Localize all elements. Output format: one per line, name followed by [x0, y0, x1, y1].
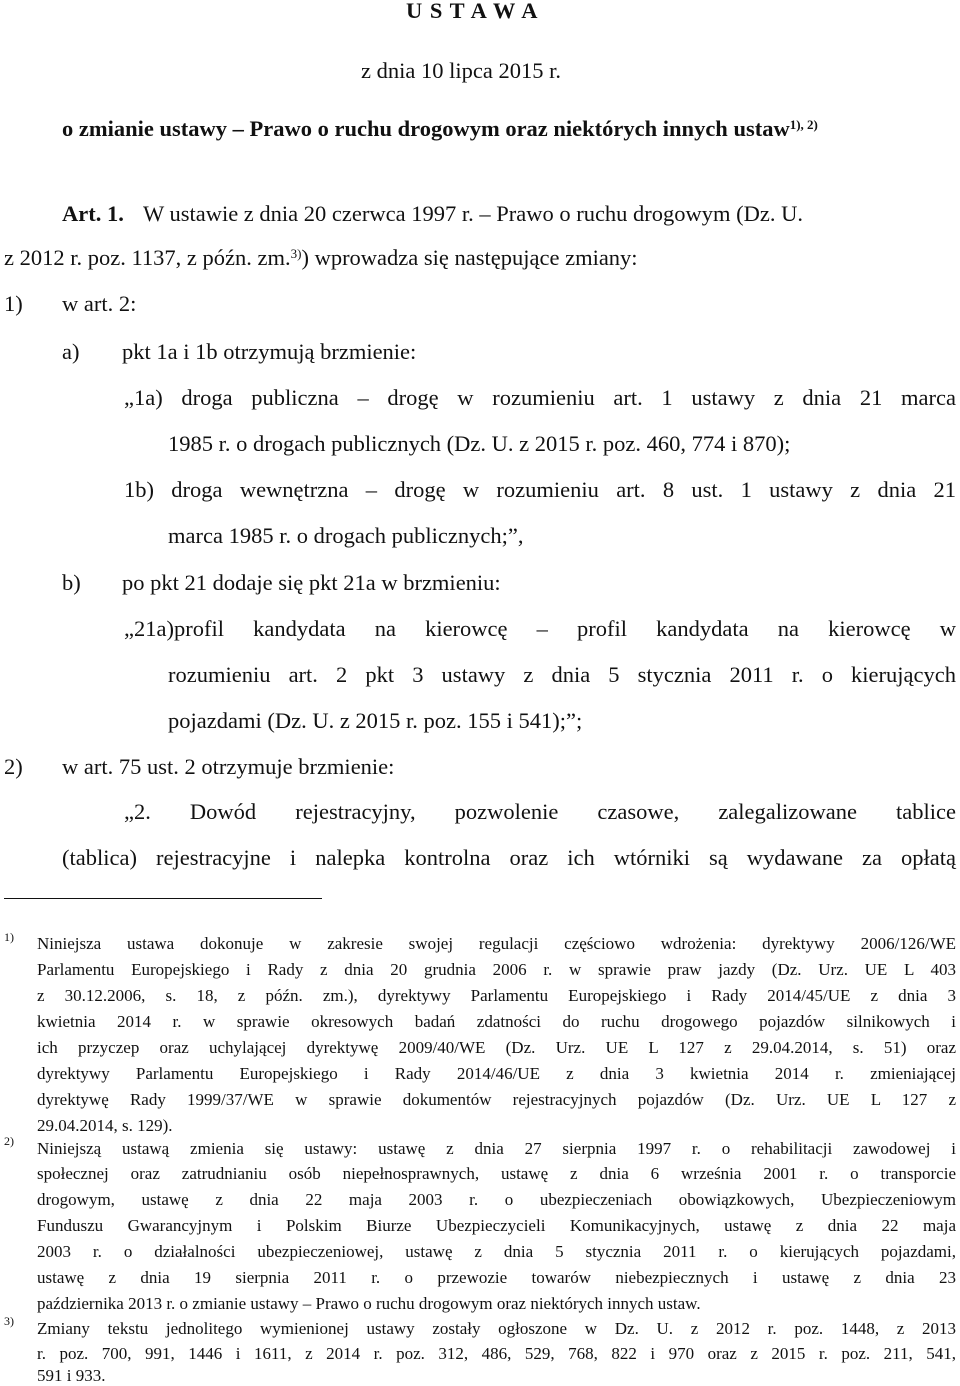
- footnote-1-line: dyrektywę Rady 1999/37/WE w sprawie dokumentów rejestracyjnych pojazdów (Dz. Urz. UE L 127 z: [37, 1090, 956, 1109]
- definition-1a-line-2: 1985 r. o drogach publicznych (Dz. U. z 2015 r. poz. 460, 774 i 870);: [168, 431, 791, 456]
- definition-21a-line-1: „21a)profil kandydata na kierowcę – profil kandydata na kierowcę w: [124, 616, 956, 641]
- footnote-1-line: kwietnia 2014 r. w sprawie okresowych badań zdatności do ruchu drogowego pojazdów silnikowych i: [37, 1012, 956, 1031]
- footnote-2-line: 2003 r. o działalności ubezpieczeniowej, ustawę z dnia 5 stycznia 2011 r. o kierujących pojazdami,: [37, 1242, 956, 1261]
- article-intro-text-2a: z 2012 r. poz. 1137, z późn. zm.: [4, 245, 291, 270]
- intro-footnote-ref: 3): [290, 246, 302, 261]
- definition-1b-line-2: marca 1985 r. o drogach publicznych;”,: [168, 523, 524, 548]
- definition-21a-line-2: rozumieniu art. 2 pkt 3 ustawy z dnia 5 stycznia 2011 r. o kierujących: [168, 662, 956, 687]
- definition-1b-line-1: 1b) droga wewnętrzna – drogę w rozumieniu art. 8 ust. 1 ustawy z dnia 21: [124, 477, 956, 502]
- footnote-2-line: października 2013 r. o zmianie ustawy – Prawo o ruchu drogowym oraz niektórych innych ustaw.: [37, 1294, 701, 1313]
- quote-line-2: (tablica) rejestracyjne i nalepka kontrolna oraz ich wtórniki są wydawane za opłatą: [62, 845, 956, 870]
- item-a-number: a): [62, 339, 80, 364]
- item-b-number: b): [62, 570, 81, 595]
- definition-1a-line-1: „1a) droga publiczna – drogę w rozumieniu art. 1 ustawy z dnia 21 marca: [124, 385, 956, 410]
- footnote-2-line: Funduszu Gwarancyjnym i Polskim Biurze Ubezpieczycieli Komunikacyjnych, ustawę z dnia 22 maja: [37, 1216, 956, 1235]
- footnote-1-line: Niniejsza ustawa dokonuje w zakresie swojej regulacji częściowo wdrożenia: dyrektywy 2006/126/WE: [37, 934, 956, 953]
- item-2-text: w art. 75 ust. 2 otrzymuje brzmienie:: [62, 754, 395, 779]
- footnote-1-line: Parlamentu Europejskiego i Rady z dnia 20 grudnia 2006 r. w sprawie praw jazdy (Dz. Urz. UE L 403: [37, 960, 956, 979]
- footnote-1-line: z 30.12.2006, s. 18, z późn. zm.), dyrektywy Parlamentu Europejskiego i Rady 2014/45/UE z dnia 3: [37, 986, 956, 1005]
- footnote-3-line: 591 i 933.: [37, 1366, 106, 1385]
- document-date: z dnia 10 lipca 2015 r.: [361, 58, 561, 83]
- document-title: U S T A W A: [406, 0, 539, 23]
- footnote-2-line: drogowym, ustawę z dnia 22 maja 2003 r. o ubezpieczeniach obowiązkowych, Ubezpieczeniowym: [37, 1190, 956, 1209]
- footnote-3-mark: 3): [4, 1314, 14, 1328]
- subject-text: o zmianie ustawy – Prawo o ruchu drogowym oraz niektórych innych ustaw: [62, 116, 790, 141]
- subject-footnote-ref: 1), 2): [789, 117, 818, 132]
- footnote-3-line: Zmiany tekstu jednolitego wymienionej ustawy zostały ogłoszone w Dz. U. z 2012 r. poz. 1448, z 2013: [37, 1319, 956, 1338]
- footnote-1-line: ich przyczep oraz uchylającej dyrektywę 2009/40/WE (Dz. Urz. UE L 127 z 29.04.2014, s. 51) oraz: [37, 1038, 956, 1057]
- item-1-text: w art. 2:: [62, 291, 137, 316]
- footnote-2-line: ustawę z dnia 19 sierpnia 2011 r. o przewozie towarów niebezpiecznych i ustawę z dnia 23: [37, 1268, 956, 1287]
- footnote-1-mark: 1): [4, 930, 14, 944]
- item-2-number: 2): [4, 754, 23, 779]
- article-intro-text-1: W ustawie z dnia 20 czerwca 1997 r. – Prawo o ruchu drogowym (Dz. U.: [143, 201, 804, 226]
- article-intro-line-1: [62, 201, 955, 227]
- footnote-1-line: dyrektywy Parlamentu Europejskiego i Rady 2014/46/UE z dnia 3 kwietnia 2014 r. zmieniającej: [37, 1064, 956, 1083]
- footnote-separator: [4, 898, 322, 899]
- article-label: Art. 1.: [62, 201, 124, 226]
- quote-line-1: „2. Dowód rejestracyjny, pozwolenie czasowe, zalegalizowane tablice: [124, 799, 956, 824]
- article-intro-line-2: [4, 245, 638, 271]
- footnote-2-line: Niniejszą ustawą zmienia się ustawy: ustawę z dnia 27 sierpnia 1997 r. o rehabilitacji zawodowej i: [37, 1139, 956, 1158]
- footnote-3-line: r. poz. 700, 991, 1446 i 1611, z 2014 r. poz. 312, 486, 529, 768, 822 i 970 oraz z 2015 r. poz. 211, 541,: [37, 1344, 956, 1363]
- footnote-1-line: 29.04.2014, s. 129).: [37, 1116, 173, 1135]
- document-subject: [62, 116, 818, 142]
- footnote-2-mark: 2): [4, 1134, 14, 1148]
- definition-21a-line-3: pojazdami (Dz. U. z 2015 r. poz. 155 i 541);”;: [168, 708, 583, 733]
- article-intro-text-2b: ) wprowadza się następujące zmiany:: [301, 245, 638, 270]
- item-b-text: po pkt 21 dodaje się pkt 21a w brzmieniu:: [122, 570, 501, 595]
- item-a-text: pkt 1a i 1b otrzymują brzmienie:: [122, 339, 417, 364]
- item-1-number: 1): [4, 291, 23, 316]
- footnote-2-line: społecznej oraz zatrudnianiu osób niepełnosprawnych, ustawę z dnia 6 września 2001 r. o transporcie: [37, 1164, 956, 1183]
